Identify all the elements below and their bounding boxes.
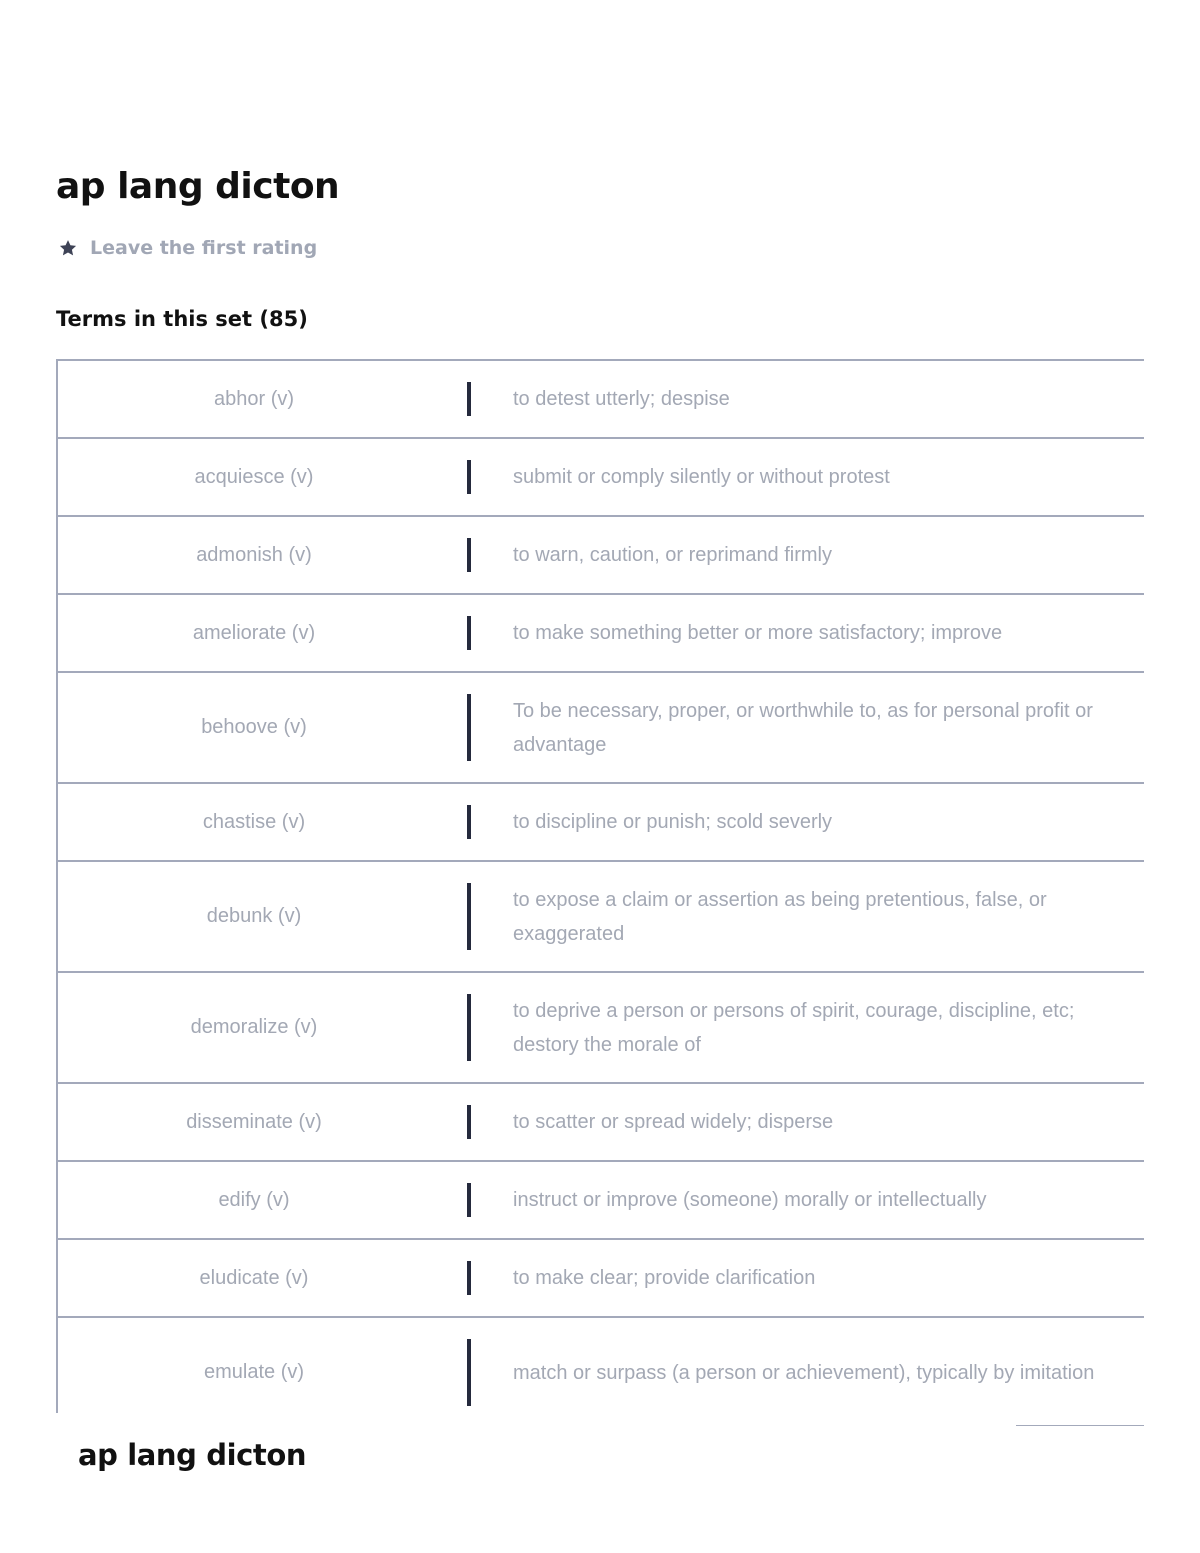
row-separator: [467, 805, 471, 839]
table-row: [58, 673, 1144, 784]
table-row: [58, 862, 1144, 973]
definition-text: to scatter or spread widely; disperse: [513, 1111, 834, 1133]
row-separator: [467, 616, 471, 650]
definition-text: match or surpass (a person or achievement), typically by imitation: [513, 1361, 1095, 1384]
definition-text: to expose a claim or assertion as being pretentious, false, or exaggerated: [513, 888, 1047, 945]
table-row: [58, 439, 1144, 517]
term-text: ameliorate (v): [192, 621, 316, 644]
term-text: eludicate (v): [199, 1266, 309, 1289]
row-separator: [467, 694, 471, 761]
rating-link[interactable]: [58, 237, 317, 259]
row-separator: [467, 382, 471, 416]
definition-text: instruct or improve (someone) morally or intellectually: [513, 1189, 987, 1211]
term-text: chastise (v): [202, 810, 306, 833]
row-separator: [467, 538, 471, 572]
definition-text: submit or comply silently or without protest: [513, 466, 890, 488]
table-row: [58, 1162, 1144, 1240]
definition-text: to detest utterly; despise: [513, 388, 730, 410]
definition-text: to warn, caution, or reprimand firmly: [513, 544, 833, 566]
footer-title: ap lang dicton: [78, 1438, 307, 1472]
term-text: abhor (v): [213, 387, 295, 410]
table-row: [58, 595, 1144, 673]
definition-text: to make something better or more satisfactory; improve: [513, 622, 1003, 644]
row-separator: [467, 883, 471, 950]
term-text: admonish (v): [196, 543, 312, 566]
table-row: [58, 361, 1144, 439]
page-title: ap lang dicton: [56, 166, 340, 207]
term-text: emulate (v): [203, 1361, 305, 1383]
terms-table: [56, 359, 1144, 1413]
table-row: [58, 1240, 1144, 1318]
term-text: behoove (v): [201, 716, 307, 738]
table-row: [58, 1084, 1144, 1162]
definition-text: to make clear; provide clarification: [513, 1267, 816, 1289]
footer-divider: [1016, 1425, 1144, 1426]
term-text: debunk (v): [206, 905, 302, 927]
table-row: [58, 1318, 1144, 1413]
rating-label: Leave the first rating: [90, 237, 318, 259]
table-row: [58, 517, 1144, 595]
definition-text: to discipline or punish; scold severly: [513, 811, 833, 833]
table-row: [58, 973, 1144, 1084]
definition-text: To be necessary, proper, or worthwhile to, as for personal profit or advantage: [513, 699, 1093, 756]
table-row: [58, 784, 1144, 862]
term-text: demoralize (v): [190, 1016, 318, 1038]
row-separator: [467, 1183, 471, 1217]
row-separator: [467, 1261, 471, 1295]
term-text: disseminate (v): [186, 1110, 322, 1133]
row-separator: [467, 460, 471, 494]
definition-text: to deprive a person or persons of spirit, courage, discipline, etc; destory the morale of: [513, 999, 1075, 1056]
row-separator: [467, 1339, 471, 1406]
terms-heading: Terms in this set (85): [56, 307, 308, 331]
row-separator: [467, 994, 471, 1061]
star-icon: [58, 238, 78, 258]
row-separator: [467, 1105, 471, 1139]
term-text: acquiesce (v): [194, 465, 314, 488]
term-text: edify (v): [218, 1188, 290, 1211]
